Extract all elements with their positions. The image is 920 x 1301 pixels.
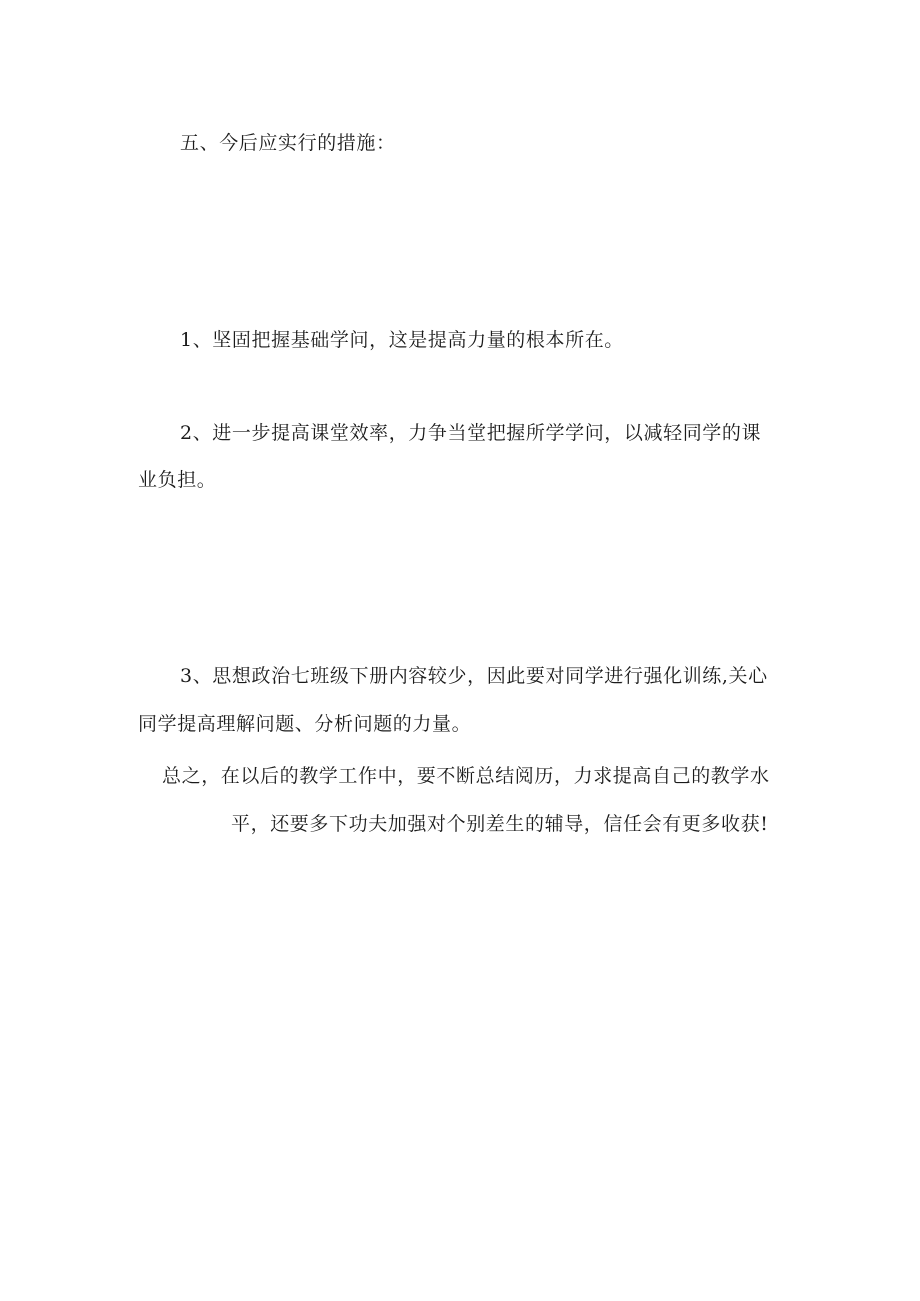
summary-line-1: 总之，在以后的教学工作中，要不断总结阅历，力求提高自己的教学水 [162,765,770,787]
measure-2-line-2: 业负担。 [138,469,217,491]
summary-line-2: 平，还要多下功夫加强对个别差生的辅导，信任会有更多收获! [231,813,769,835]
measure-3-line-1: 3、思想政治七班级下册内容较少，因此要对同学进行强化训练,关心 [180,665,768,687]
section-heading: 五、今后应实行的措施： [180,132,396,154]
measure-3-line-2: 同学提高理解问题、分析问题的力量。 [138,713,472,735]
measure-1-line-1: 1、坚固把握基础学问，这是提高力量的根本所在。 [180,329,624,351]
measure-2-line-1: 2、进一步提高课堂效率，力争当堂把握所学学问，以减轻同学的课 [180,422,762,444]
